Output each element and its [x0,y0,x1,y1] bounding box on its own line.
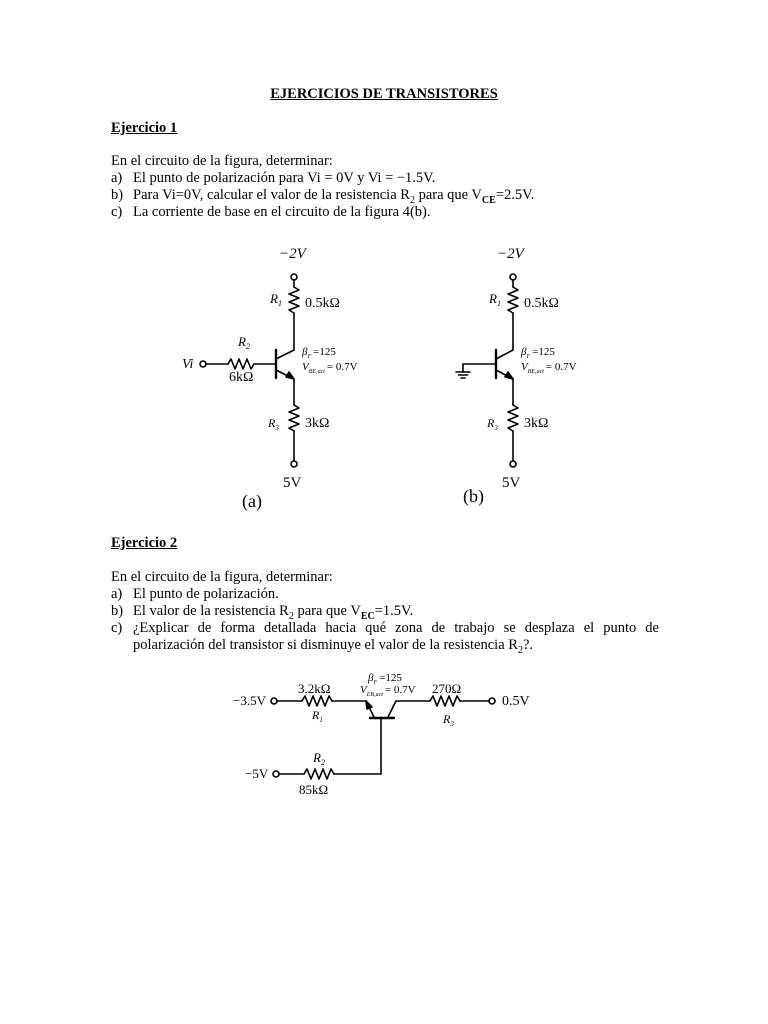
label-b-r3-value: 3kΩ [524,416,549,431]
ex2-item-b-marker: b) [111,603,124,619]
label-ex2-r1: $R_1$ [312,708,323,724]
terminal-a-vi [200,361,206,367]
label-ex2-veb: $V_{EB,act} = 0.7V$ [360,684,416,698]
terminal-a-top [291,274,297,280]
label-a-r3: $R_3$ [268,416,279,432]
label-b-supply-bottom: 5V [502,475,521,491]
resistor-ex2-r1 [302,696,332,706]
label-a-supply-bottom: 5V [283,475,302,491]
label-a-r3-value: 3kΩ [305,416,330,431]
ex1-heading: Ejercicio 1 [111,120,178,136]
label-a-r2-value: 6kΩ [229,370,254,385]
label-ex2-r2: $R_2$ [313,750,325,767]
label-ex2-r2-value: 85kΩ [299,782,329,797]
label-a-vi: Vi [182,357,194,372]
label-b-vbe: $V_{BE,act} = 0.7V$ [521,361,577,375]
label-a-supply-top: −2V [279,246,306,262]
ex2-intro: En el circuito de la figura, determinar: [111,569,333,585]
ex1-item-b-marker: b) [111,187,124,203]
ex2-heading: Ejercicio 2 [111,535,178,551]
label-a-vbe: $V_{BE,act} = 0.7V$ [302,361,358,375]
label-ex2-r1-value: 3.2kΩ [298,681,331,696]
ex2-item-a-marker: a) [111,586,123,602]
ex1-item-b-text: Para Vi=0V, calcular el valor de la resistencia $R_2$ para que $V_{CE}=2.5V$. [133,187,535,206]
terminal-a-bottom [291,461,297,467]
resistor-ex2-r2 [304,769,334,779]
label-ex2-left-top: −3.5V [233,693,266,708]
terminal-b-bottom [510,461,516,467]
resistor-ex2-r3 [430,696,460,706]
ex2-item-b-text: El valor de la resistencia $R_2$ para que $V_{EC}=1.5V$. [133,603,414,622]
label-ex2-left-bottom: −5V [245,766,269,781]
ex1-item-c-text: La corriente de base en el circuito de la figura 4(b). [133,204,431,220]
caption-b: (b) [463,486,484,506]
label-ex2-right: 0.5V [502,694,530,709]
label-a-r1-value: 0.5kΩ [305,296,340,311]
resistor-b-r1 [508,287,518,313]
label-a-r2: $R_2$ [238,334,250,351]
circuit-ex2 [271,696,495,779]
resistor-b-r3 [508,405,518,431]
ex2-item-c-marker: c) [111,620,123,636]
label-a-beta: $\beta_F =125$ [302,346,336,360]
terminal-ex2-right [489,698,495,704]
document-title: EJERCICIOS DE TRANSISTORES [270,86,498,102]
label-a-r1: $R_1$ [270,291,282,308]
ex1-item-c-marker: c) [111,204,123,220]
ground-icon [456,372,470,378]
circuit-b [456,274,518,467]
ex2-item-c-line2: polarización del transistor si disminuye el valor de la resistencia $R_2$?. [133,637,534,656]
ex2-item-c-line1: ¿Explicar de forma detallada hacia qué zona de trabajo se desplaza el punto de [133,620,659,636]
label-b-beta: $\beta_F =125$ [521,346,555,360]
resistor-a-r1 [289,287,299,313]
label-b-r1-value: 0.5kΩ [524,296,559,311]
resistor-a-r3 [289,405,299,431]
caption-a: (a) [242,491,262,511]
ex2-item-a-text: El punto de polarización. [133,586,279,602]
label-b-r3: $R_3$ [487,416,498,432]
label-b-supply-top: −2V [497,246,524,262]
terminal-ex2-left-bottom [273,771,279,777]
terminal-b-top [510,274,516,280]
ex1-intro: En el circuito de la figura, determinar: [111,153,333,169]
label-b-r1: $R_1$ [489,291,501,308]
terminal-ex2-left-top [271,698,277,704]
resistor-a-r2 [228,359,254,369]
label-ex2-beta: $\beta_F =125$ [368,672,402,686]
ex1-item-a-text: El punto de polarización para Vi = 0V y Vi = −1.5V. [133,170,436,186]
label-ex2-r3: $R_3$ [443,712,454,728]
ex1-item-a-marker: a) [111,170,123,186]
label-ex2-r3-value: 270Ω [432,681,462,696]
